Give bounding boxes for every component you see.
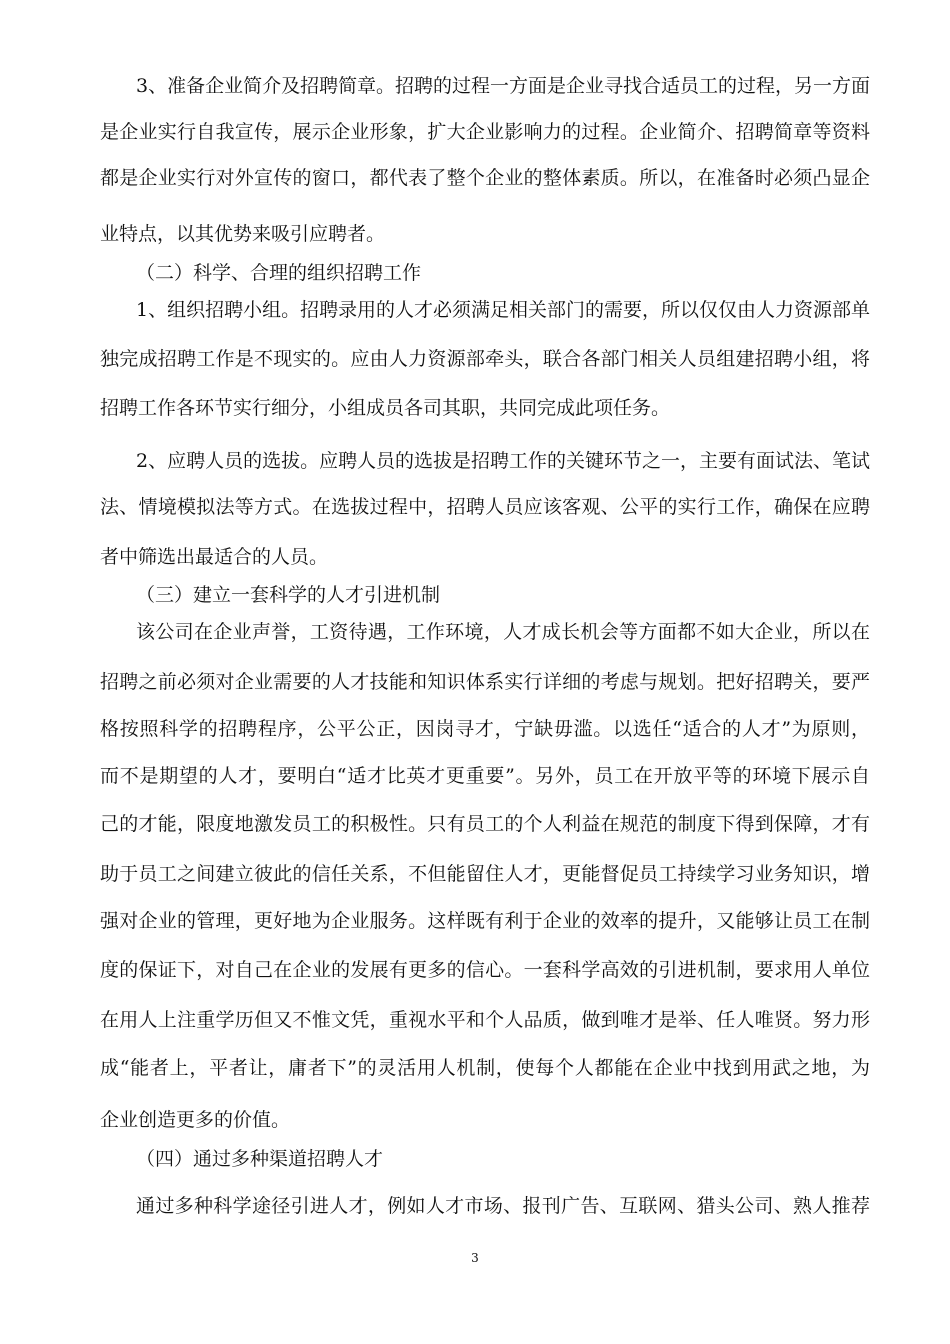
text-line-content: 在用人上注重学历但又不惟文凭，重视水平和个人品质，做到唯才是举、任人唯贤。努力形 — [100, 1009, 871, 1031]
text-line-content: 成“能者上，平者让，庸者下”的灵活用人机制，使每个人都能在企业中找到用武之地，为 — [100, 1057, 871, 1079]
text-line-content: 己的才能，限度地激发员工的积极性。只有员工的个人利益在规范的制度下得到保障，才有 — [100, 813, 871, 835]
text-line — [0, 489, 950, 525]
text-line — [0, 758, 950, 794]
text-line — [0, 903, 950, 939]
section-heading-text: （三）建立一套科学的人才引进机制 — [136, 584, 441, 606]
section-heading — [0, 1141, 950, 1177]
text-line — [0, 1002, 950, 1038]
text-line — [0, 806, 950, 842]
text-line — [0, 1102, 950, 1138]
section-heading-text: （四）通过多种渠道招聘人才 — [136, 1148, 384, 1170]
text-line — [0, 114, 950, 150]
text-line — [0, 614, 950, 650]
text-line — [0, 390, 950, 426]
text-line-content: 企业创造更多的价值。 — [100, 1109, 291, 1131]
text-line — [0, 952, 950, 988]
text-line-content: 而不是期望的人才，要明白“适才比英才更重要”。另外，员工在开放平等的环境下展示自 — [100, 765, 871, 787]
section-heading — [0, 577, 950, 613]
text-line-content: 法、情境模拟法等方式。在选拔过程中，招聘人员应该客观、公平的实行工作，确保在应聘 — [100, 496, 871, 518]
text-line — [0, 341, 950, 377]
text-line-content: 3、准备企业简介及招聘简章。招聘的过程一方面是企业寻找合适员工的过程，另一方面 — [136, 75, 870, 97]
text-line — [0, 292, 950, 328]
text-line — [0, 216, 950, 252]
text-line-content: 招聘之前必须对企业需要的人才技能和知识体系实行详细的考虑与规划。把好招聘关，要严 — [100, 671, 871, 693]
text-line — [0, 160, 950, 196]
text-line — [0, 539, 950, 575]
text-line-content: 格按照科学的招聘程序，公平公正，因岗寻才，宁缺毋滥。以选任“适合的人才”为原则， — [100, 718, 871, 740]
section-heading-text: （二）科学、合理的组织招聘工作 — [136, 262, 422, 284]
text-line — [0, 68, 950, 104]
text-line-content: 助于员工之间建立彼此的信任关系，不但能留住人才，更能督促员工持续学习业务知识，增 — [100, 863, 871, 885]
text-line-content: 独完成招聘工作是不现实的。应由人力资源部牵头，联合各部门相关人员组建招聘小组，将 — [100, 348, 871, 370]
section-heading — [0, 255, 950, 291]
text-line-content: 是企业实行自我宣传，展示企业形象，扩大企业影响力的过程。企业简介、招聘简章等资料 — [100, 121, 871, 143]
text-line — [0, 1188, 950, 1224]
text-line-content: 该公司在企业声誉，工资待遇，工作环境，人才成长机会等方面都不如大企业，所以在 — [136, 621, 871, 643]
text-line-content: 度的保证下，对自己在企业的发展有更多的信心。一套科学高效的引进机制，要求用人单位 — [100, 959, 871, 981]
text-line — [0, 856, 950, 892]
text-line-content: 1、组织招聘小组。招聘录用的人才必须满足相关部门的需要，所以仅仅由人力资源部单 — [136, 299, 870, 321]
text-line — [0, 711, 950, 747]
text-line — [0, 443, 950, 479]
text-line-content: 招聘工作各环节实行细分，小组成员各司其职，共同完成此项任务。 — [100, 397, 671, 419]
text-line-content: 业特点，以其优势来吸引应聘者。 — [100, 223, 386, 245]
text-line-content: 2、应聘人员的选拔。应聘人员的选拔是招聘工作的关键环节之一，主要有面试法、笔试 — [136, 450, 870, 472]
text-line-content: 强对企业的管理，更好地为企业服务。这样既有利于企业的效率的提升，又能够让员工在制 — [100, 910, 871, 932]
text-line — [0, 664, 950, 700]
text-line-content: 者中筛选出最适合的人员。 — [100, 546, 329, 568]
text-line-content: 通过多种科学途径引进人才，例如人才市场、报刊广告、互联网、猎头公司、熟人推荐 — [136, 1195, 871, 1217]
text-line-content: 都是企业实行对外宣传的窗口，都代表了整个企业的整体素质。所以，在准备时必须凸显企 — [100, 167, 871, 189]
page-number: 3 — [471, 1251, 479, 1265]
text-line — [0, 1050, 950, 1086]
